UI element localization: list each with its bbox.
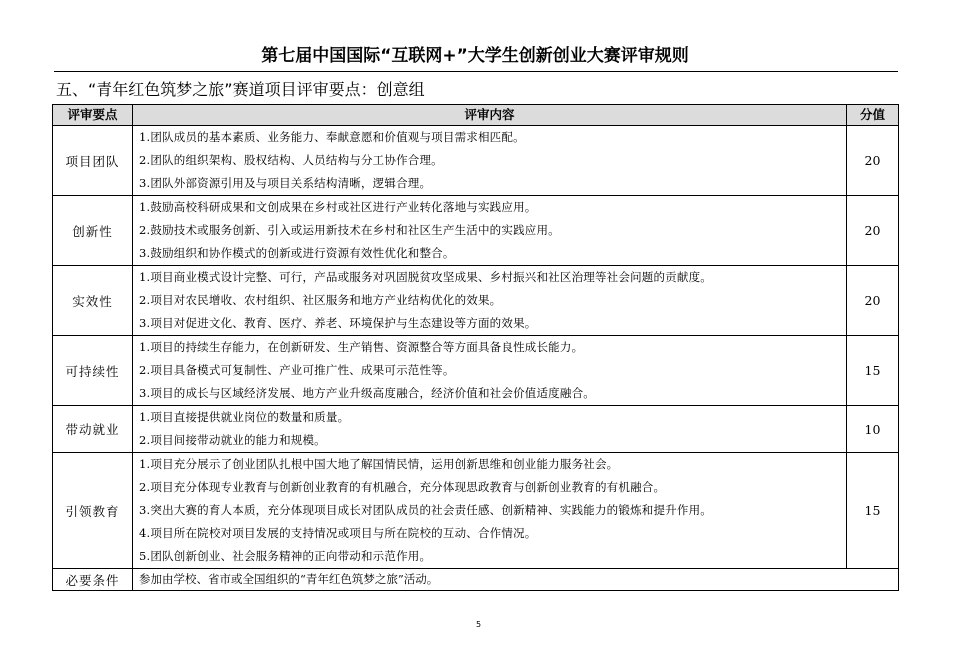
criteria-item: 2.鼓励技术或服务创新、引入或运用新技术在乡村和社区生产生活中的实践应用。 (139, 223, 560, 237)
row-score: 15 (847, 453, 899, 569)
criteria-item: 3.项目对促进文化、教育、医疗、养老、环境保护与生态建设等方面的效果。 (139, 316, 537, 330)
row-score: 20 (847, 266, 899, 336)
row-content (133, 126, 847, 196)
criteria-item: 3.团队外部资源引用及与项目关系结构清晰，逻辑合理。 (139, 176, 432, 190)
criteria-item: 4.项目所在院校对项目发展的支持情况或项目与所在院校的互动、合作情况。 (139, 526, 537, 540)
criteria-item: 3.鼓励组织和协作模式的创新或进行资源有效性优化和整合。 (139, 246, 455, 260)
table-header-row (53, 105, 899, 126)
section-heading: 五、“青年红色筑梦之旅”赛道项目评审要点：创意组 (56, 80, 425, 99)
row-content (133, 336, 847, 406)
row-content (133, 406, 847, 453)
table-row (53, 126, 899, 196)
row-content (133, 453, 847, 569)
evaluation-table (52, 104, 899, 591)
criteria-item: 1.项目商业模式设计完整、可行，产品或服务对巩固脱贫攻坚成果、乡村振兴和社区治理等社会问题的贡献度。 (139, 270, 712, 284)
row-score: 15 (847, 336, 899, 406)
criteria-item: 2.项目具备模式可复制性、产业可推广性、成果可示范性等。 (139, 363, 455, 377)
row-category: 创新性 (53, 196, 133, 266)
document-title: 第七届中国国际“互联网+”大学生创新创业大赛评审规则 (261, 46, 689, 66)
criteria-item: 1.项目的持续生存能力，在创新研发、生产销售、资源整合等方面具备良性成长能力。 (139, 340, 584, 354)
row-category: 带动就业 (53, 406, 133, 453)
row-category: 项目团队 (53, 126, 133, 196)
criteria-item: 2.项目间接带动就业的能力和规模。 (139, 433, 326, 447)
requirement-content (133, 569, 899, 591)
requirement-category: 必要条件 (53, 569, 133, 591)
criteria-item: 5.团队创新创业、社会服务精神的正向带动和示范作用。 (139, 549, 432, 563)
row-category: 引领教育 (53, 453, 133, 569)
criteria-item: 1.团队成员的基本素质、业务能力、奉献意愿和价值观与项目需求相匹配。 (139, 130, 525, 144)
table-row (53, 406, 899, 453)
table-row (53, 266, 899, 336)
row-content (133, 266, 847, 336)
row-category: 可持续性 (53, 336, 133, 406)
criteria-item: 2.项目对农民增收、农村组织、社区服务和地方产业结构优化的效果。 (139, 293, 502, 307)
row-category: 实效性 (53, 266, 133, 336)
criteria-item: 3.突出大赛的育人本质，充分体现项目成长对团队成员的社会责任感、创新精神、实践能力的锻炼和提升作用。 (139, 503, 712, 517)
row-score: 20 (847, 196, 899, 266)
criteria-item: 2.团队的组织架构、股权结构、人员结构与分工协作合理。 (139, 153, 443, 167)
table-row (53, 453, 899, 569)
page-number: 5 (475, 620, 482, 629)
criteria-item: 1.项目直接提供就业岗位的数量和质量。 (139, 410, 350, 424)
header-category: 评审要点 (53, 105, 133, 126)
table-row (53, 336, 899, 406)
row-content (133, 196, 847, 266)
header-content: 评审内容 (133, 105, 847, 126)
criteria-item: 2.项目充分体现专业教育与创新创业教育的有机融合，充分体现思政教育与创新创业教育的有机融合。 (139, 480, 666, 494)
requirement-row (53, 569, 899, 591)
header-score: 分值 (847, 105, 899, 126)
criteria-item: 1.鼓励高校科研成果和文创成果在乡村或社区进行产业转化落地与实践应用。 (139, 200, 537, 214)
row-score: 20 (847, 126, 899, 196)
title-divider (54, 71, 898, 72)
table-row (53, 196, 899, 266)
criteria-item: 3.项目的成长与区域经济发展、地方产业升级高度融合，经济价值和社会价值适度融合。 (139, 386, 595, 400)
requirement-text: 参加由学校、省市或全国组织的“青年红色筑梦之旅”活动。 (139, 572, 439, 586)
criteria-item: 1.项目充分展示了创业团队扎根中国大地了解国情民情，运用创新思维和创业能力服务社会。 (139, 457, 619, 471)
row-score: 10 (847, 406, 899, 453)
